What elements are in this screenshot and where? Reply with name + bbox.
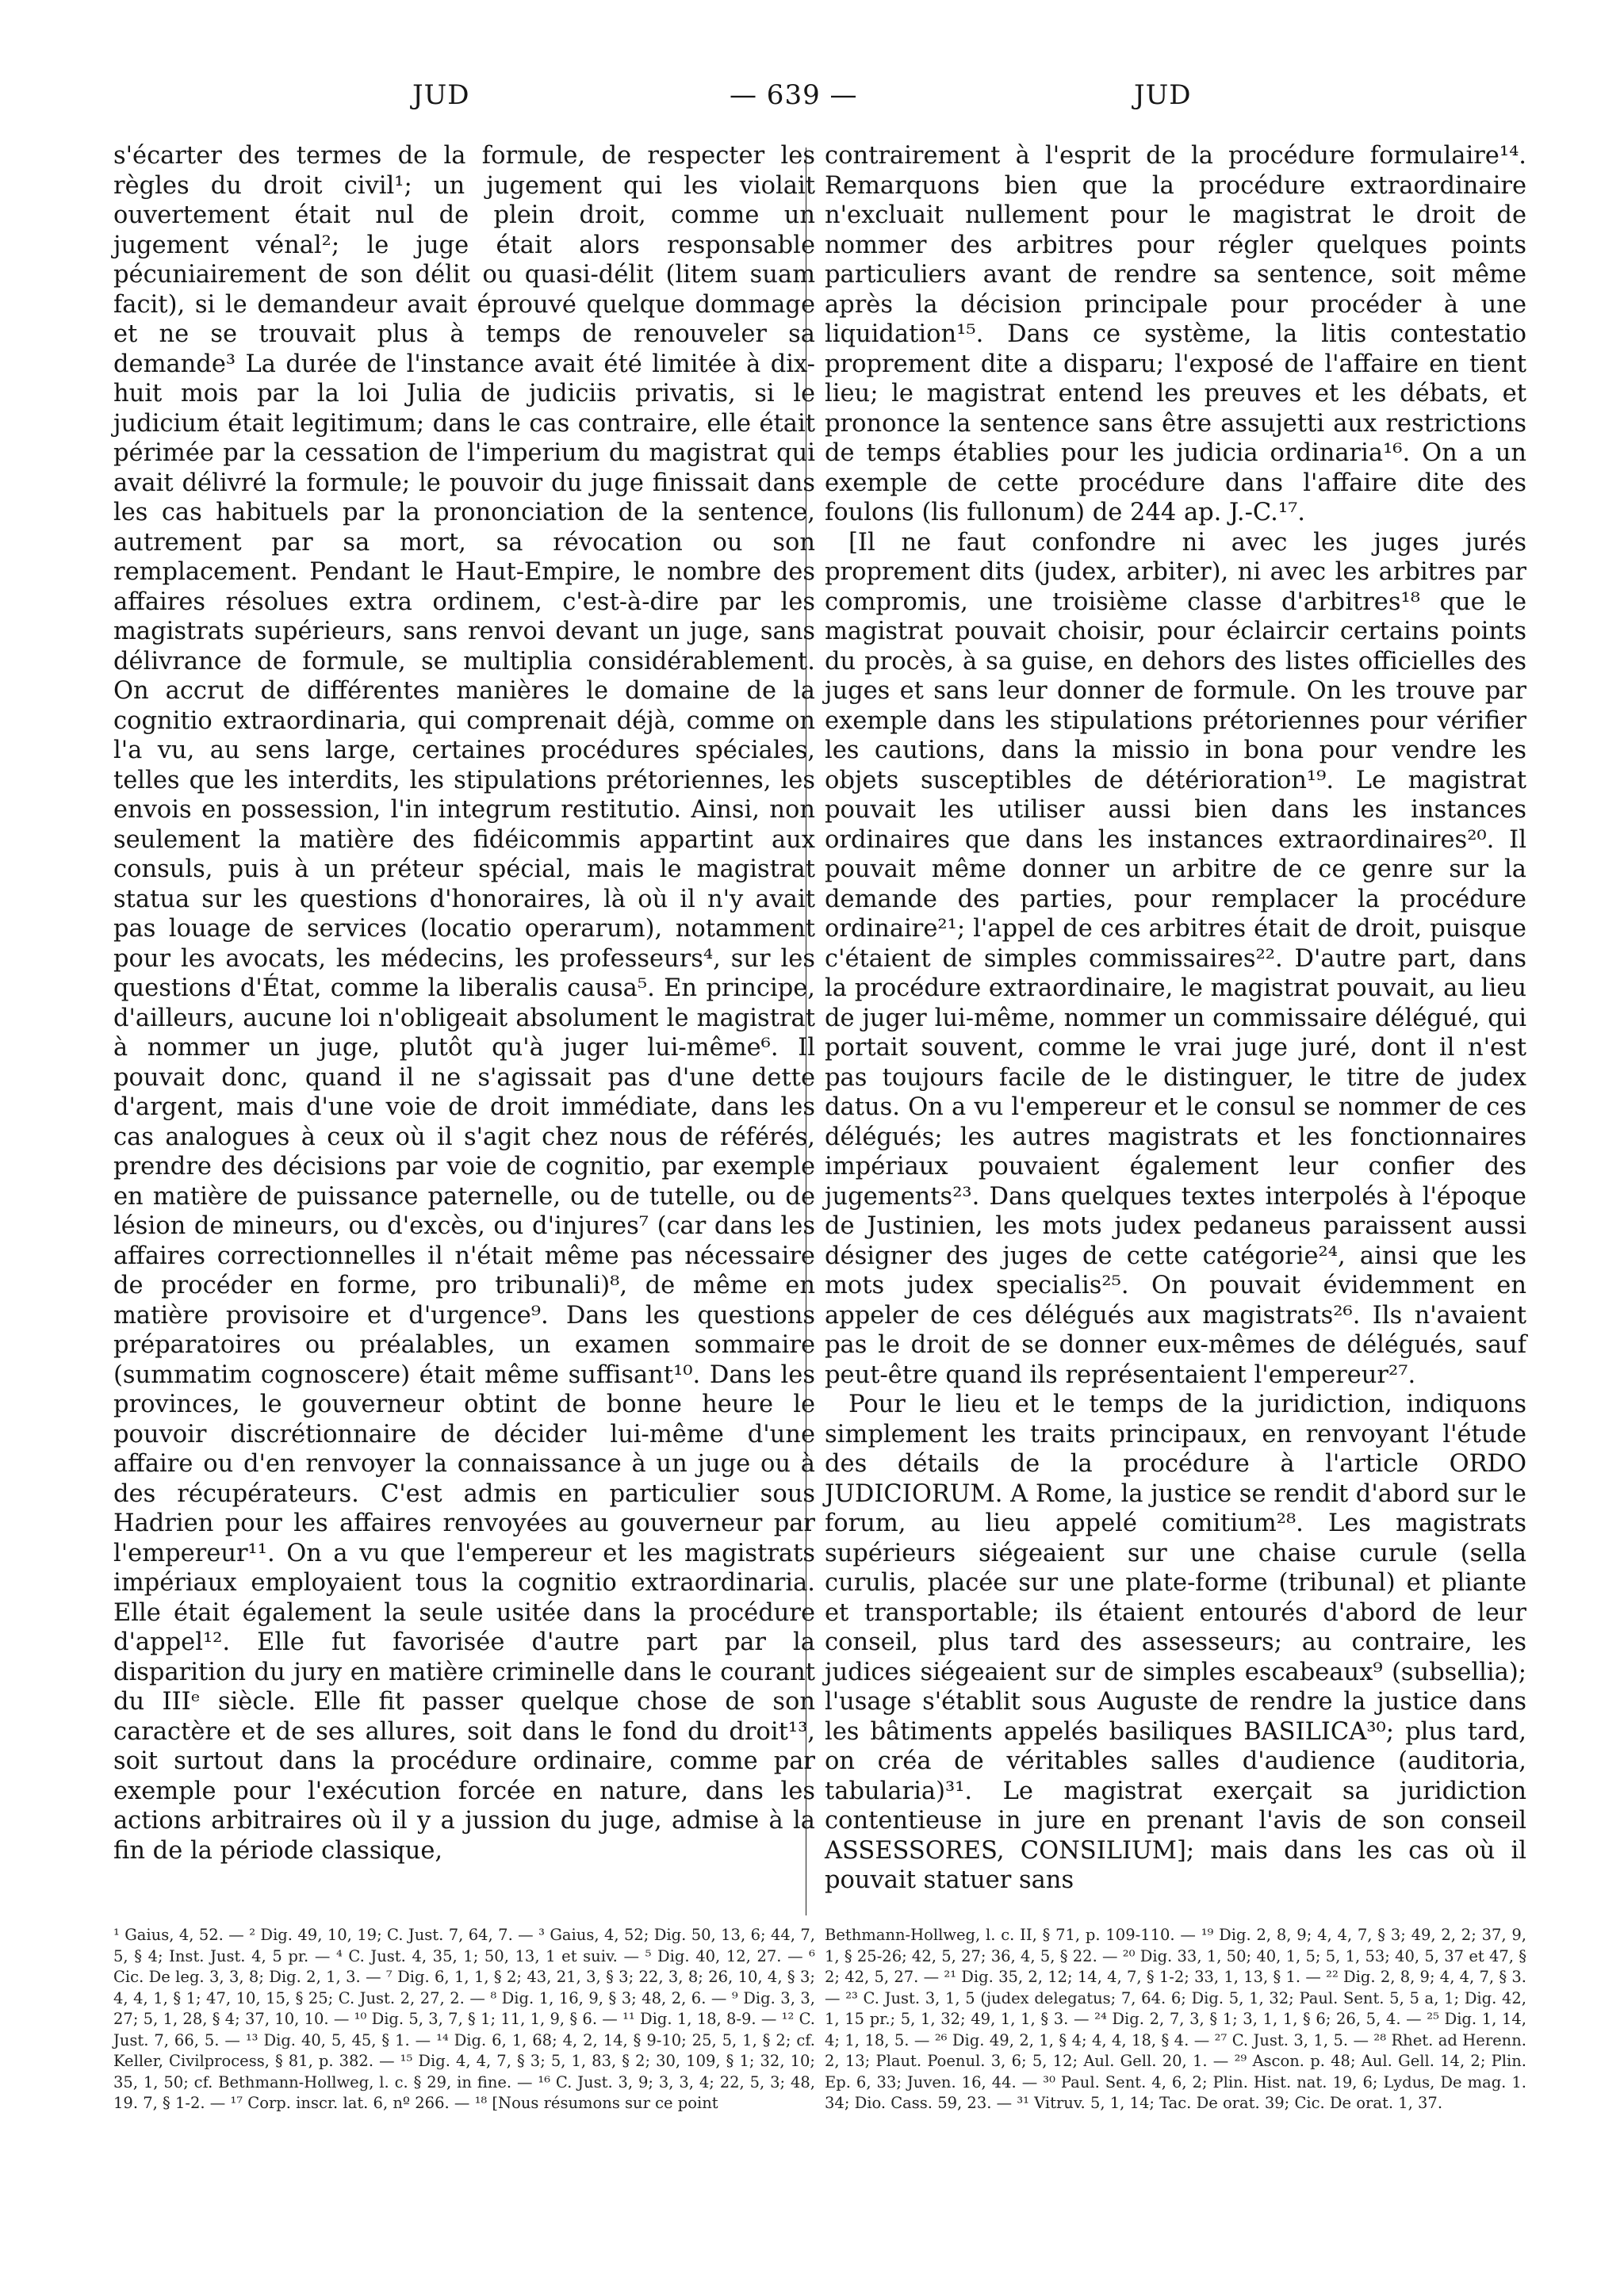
left-column xyxy=(113,141,815,1866)
page-header xyxy=(0,79,1624,127)
footnotes-left: ¹ Gaius, 4, 52. — ² Dig. 49, 10, 19; C. Just. 7, 64, 7. — ³ Gaius, 4, 52; Dig. 50, 13, 6; 44, 7, 5, § 4; Inst. Just. 4, 5 pr. — ⁴ C. Just. 4, 35, 1; 50, 13, 1 et suiv. — ⁵ Dig. 40, 12, 27. — ⁶ Cic. De leg. 3, 3, 8; Dig. 2, 1, 3. — ⁷ Dig. 6, 1, 1, § 2; 43, 21, 3, § 3; 22, 3, 8; 26, 10, 4, § 3; 4, 4, 1, § 1; 47, 10, 15, § 25; C. Just. 2, 27, 2. — ⁸ Dig. 1, 16, 9, § 3; 48, 2, 6. — ⁹ Dig. 3, 3, 27; 5, 1, 28, § 4; 37, 10, 10. — ¹⁰ Dig. 5, 3, 7, § 1; 11, 1, 9, § 6. — ¹¹ Dig. 1, 18, 8-9. — ¹² C. Just. 7, 66, 5. — ¹³ Dig. 40, 5, 45, § 1. — ¹⁴ Dig. 6, 1, 68; 4, 2, 14, § 9-10; 25, 5, 1, § 2; cf. Keller, Civilprocess, § 81, p. 382. — ¹⁵ Dig. 4, 4, 7, § 3; 5, 1, 83, § 2; 30, 109, § 1; 32, 10; 35, 1, 50; cf. Bethmann-Hollweg, l. c. § 29, in fine. — ¹⁶ C. Just. 3, 9; 3, 3, 4; 22, 5, 3; 48, 19. 7, § 1-2. — ¹⁷ Corp. inscr. lat. 6, nº 266. — ¹⁸ [Nous résumons sur ce point xyxy=(113,1926,815,2112)
running-head-right: JUD xyxy=(1134,79,1192,111)
page-number: — 639 — xyxy=(730,79,858,111)
paragraph: Pour le lieu et le temps de la juridiction, indiquons simplement les traits principaux, en renvoyant l'étude des détails de la procédure à l'article ORDO JUDICIORUM. A Rome, la justice se rendit d'abord sur le forum, au lieu appelé comitium²⁸. Les magistrats supérieurs siégeaient sur une chaise curule (sella curulis, placée sur une plate-forme (tribunal) et pliante et transportable; ils étaient entourés d'abord de leur conseil, plus tard des assesseurs; au contraire, les judices siégeaient sur de simples escabeaux⁹ (subsellia); l'usage s'établit sous Auguste de rendre la justice dans les bâtiments appelés basiliques BASILICA³⁰; plus tard, on créa de véritables salles d'audience (auditoria, tabularia)³¹. Le magistrat exerçait sa juridiction contentieuse in jure en prenant l'avis de son conseil ASSESSORES, CONSILIUM]; mais dans les cas où il pouvait statuer sans xyxy=(825,1391,1526,1894)
paragraph: [Il ne faut confondre ni avec les juges jurés proprement dits (judex, arbiter), ni avec les arbitres par compromis, une troisième classe d'arbitres¹⁸ que le magistrat pouvait choisir, pour éclaircir certains points du procès, à sa guise, en dehors des listes officielles des juges et sans leur donner de formule. On les trouve par exemple dans les stipulations prétoriennes pour vérifier les cautions, dans la missio in bona pour vendre les objets susceptibles de détérioration¹⁹. Le magistrat pouvait les utiliser aussi bien dans les instances ordinaires que dans les instances extraordinaires²⁰. Il pouvait même donner un arbitre de ce genre sur la demande des parties, pour remplacer la procédure ordinaire²¹; l'appel de ces arbitres était de droit, puisque c'étaient de simples commissaires²². D'autre part, dans la procédure extraordinaire, le magistrat pouvait, au lieu de juger lui-même, nommer un commissaire délégué, qui portait souvent, comme le vrai juge juré, dont il n'est pas toujours facile de le distinguer, le titre de judex datus. On a vu l'empereur et le consul se nommer de ces délégués; les autres magistrats et les fonctionnaires impériaux pouvaient également leur confier des jugements²³. Dans quelques textes interpolés à l'époque de Justinien, les mots judex pedaneus paraissent aussi désigner des juges de cette catégorie²⁴, ainsi que les mots judex specialis²⁵. On pouvait évidemment en appeler de ces délégués aux magistrats²⁶. Ils n'avaient pas le droit de se donner eux-mêmes de délégués, sauf peut-être quand ils représentaient l'empereur²⁷. xyxy=(825,528,1526,1389)
paragraph: contrairement à l'esprit de la procédure formulaire¹⁴. Remarquons bien que la procédure extraordinaire n'excluait nullement pour le magistrat le droit de nommer des arbitres pour régler quelques points particuliers avant de rendre sa sentence, soit même après la décision principale pour procéder à une liquidation¹⁵. Dans ce système, la litis contestatio proprement dite a disparu; l'exposé de l'affaire en tient lieu; le magistrat entend les preuves et les débats, et prononce la sentence sans être assujetti aux restrictions de temps établies pour les judicia ordinaria¹⁶. On a un exemple de cette procédure dans l'affaire dite des foulons (lis fullonum) de 244 ap. J.-C.¹⁷. xyxy=(825,142,1526,526)
right-column xyxy=(825,141,1526,1896)
paragraph: s'écarter des termes de la formule, de respecter les règles du droit civil¹; un jugement qui les violait ouvertement était nul de plein droit, comme un jugement vénal²; le juge était alors responsable pécuniairement de son délit ou quasi-délit (litem suam facit), si le demandeur avait éprouvé quelque dommage et ne se trouvait plus à temps de renouveler sa demande³ La durée de l'instance avait été limitée à dix-huit mois par la loi Julia de judiciis privatis, si le judicium était legitimum; dans le cas contraire, elle était périmée par la cessation de l'imperium du magistrat qui avait délivré la formule; le pouvoir du juge finissait dans les cas habituels par la prononciation de la sentence, autrement par sa mort, sa révocation ou son remplacement. Pendant le Haut-Empire, le nombre des affaires résolues extra ordinem, c'est-à-dire par les magistrats supérieurs, sans renvoi devant un juge, sans délivrance de formule, se multiplia considérablement. On accrut de différentes manières le domaine de la cognitio extraordinaria, qui comprenait déjà, comme on l'a vu, au sens large, certaines procédures spéciales, telles que les interdits, les stipulations prétoriennes, les envois en possession, l'in integrum restitutio. Ainsi, non seulement la matière des fidéicommis appartint aux consuls, puis à un préteur spécial, mais le magistrat statua sur les questions d'honoraires, là où il n'y avait pas louage de services (locatio operarum), notamment pour les avocats, les médecins, les professeurs⁴, sur les questions d'État, comme la liberalis causa⁵. En principe, d'ailleurs, aucune loi n'obligeait absolument le magistrat à nommer un juge, plutôt qu'à juger lui-même⁶. Il pouvait donc, quand il ne s'agissait pas d'une dette d'argent, mais d'une voie de droit immédiate, dans les cas analogues à ceux où il s'agit chez nous de référés, prendre des décisions par voie de cognitio, par exemple en matière de puissance paternelle, ou de tutelle, ou de lésion de mineurs, ou d'excès, ou d'injures⁷ (car dans les affaires correctionnelles il n'était même pas nécessaire de procéder en forme, pro tribunali)⁸, de même en matière provisoire et d'urgence⁹. Dans les questions préparatoires ou préalables, un examen sommaire (summatim cognoscere) était même suffisant¹⁰. Dans les provinces, le gouverneur obtint de bonne heure le pouvoir discrétionnaire de décider lui-même d'une affaire ou d'en renvoyer la connaissance à un juge ou à des récupérateurs. C'est admis en particulier sous Hadrien pour les affaires renvoyées au gouverneur par l'empereur¹¹. On a vu que l'empereur et les magistrats impériaux employaient tous la cognitio extraordinaria. Elle était également la seule usitée dans la procédure d'appel¹². Elle fut favorisée d'autre part par la disparition du jury en matière criminelle dans le courant du IIIᵉ siècle. Elle fit passer quelque chose de son caractère et de ses allures, soit dans le fond du droit¹³, soit surtout dans la procédure ordinaire, comme par exemple pour l'exécution forcée en nature, dans les actions arbitraires où il y a jussion du juge, admise à la fin de la période classique, xyxy=(113,142,815,1865)
footnotes-right: Bethmann-Hollweg, l. c. II, § 71, p. 109-110. — ¹⁹ Dig. 2, 8, 9; 4, 4, 7, § 3; 49, 2, 2; 37, 9, 1, § 25-26; 42, 5, 27; 36, 4, 5, § 22. — ²⁰ Dig. 33, 1, 50; 40, 1, 5; 5, 1, 53; 40, 5, 37 et 47, § 2; 42, 5, 27. — ²¹ Dig. 35, 2, 12; 14, 4, 7, § 1-2; 33, 1, 13, § 1. — ²² Dig. 2, 8, 9; 4, 4, 7, § 3. — ²³ C. Just. 3, 1, 5 (judex delegatus; 7, 64. 6; Dig. 5, 1, 32; Paul. Sent. 5, 5 a, 1; Dig. 42, 1, 15 pr.; 5, 1, 32; 49, 1, 1, § 3. — ²⁴ Dig. 2, 7, 3, § 1; 3, 1, 1, § 6; 26, 5, 4. — ²⁵ Dig. 1, 14, 4; 1, 18, 5. — ²⁶ Dig. 49, 2, 1, § 4; 4, 4, 18, § 4. — ²⁷ C. Just. 3, 1, 5. — ²⁸ Rhet. ad Herenn. 2, 13; Plaut. Poenul. 3, 6; 5, 12; Aul. Gell. 20, 1. — ²⁹ Ascon. p. 48; Aul. Gell. 14, 2; Plin. Ep. 6, 33; Juven. 16, 44. — ³⁰ Paul. Sent. 4, 6, 2; Plin. Hist. nat. 19, 6; Lydus, De mag. 1. 34; Dio. Cass. 59, 23. — ³¹ Vitruv. 5, 1, 14; Tac. De orat. 39; Cic. De orat. 1, 37. xyxy=(825,1926,1526,2112)
running-head-left: JUD xyxy=(412,79,470,111)
